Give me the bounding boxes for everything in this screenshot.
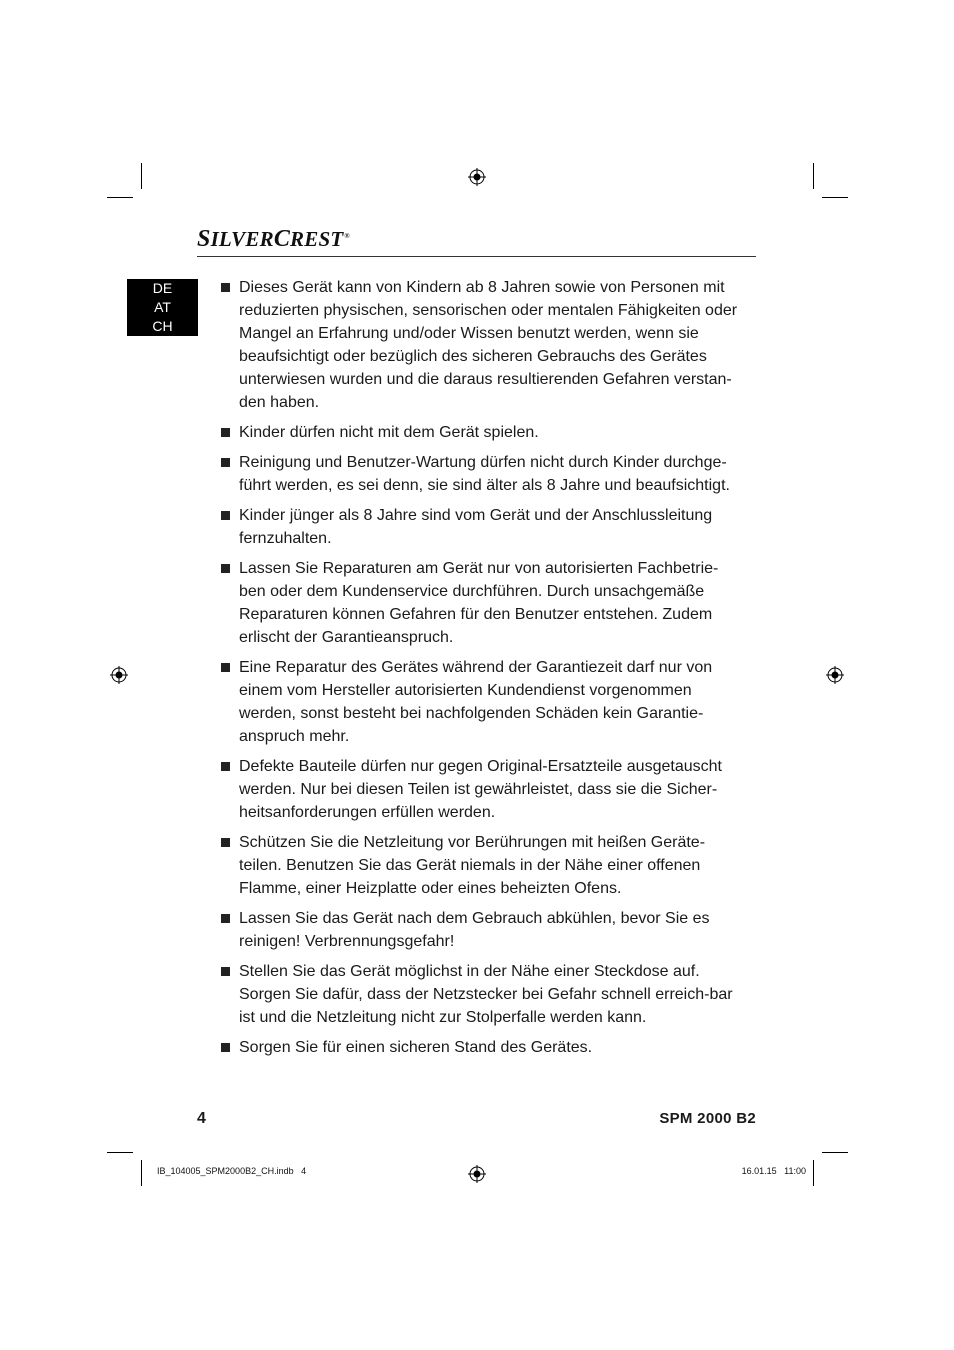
list-item xyxy=(219,1036,739,1059)
crop-mark xyxy=(822,1152,848,1153)
list-item-text: Stellen Sie das Gerät möglichst in der Nähe einer Steckdose auf. Sorgen Sie dafür, dass der Netzstecker bei Gefahr schnell erreich-bar ist und die Netzleitung nicht zur Stolperfalle werden kann. xyxy=(239,963,733,1026)
square-bullet-icon xyxy=(221,283,230,292)
crop-mark xyxy=(107,197,133,198)
square-bullet-icon xyxy=(221,428,230,437)
square-bullet-icon xyxy=(221,914,230,923)
page-number: 4 xyxy=(197,1110,206,1127)
list-item xyxy=(219,656,739,748)
logo-letters: REST xyxy=(290,227,344,251)
list-item-text: Sorgen Sie für einen sicheren Stand des Gerätes. xyxy=(239,1039,593,1056)
square-bullet-icon xyxy=(221,663,230,672)
language-tab xyxy=(127,279,198,336)
registration-mark-icon xyxy=(110,666,128,684)
print-slug-datetime: 16.01.15 11:00 xyxy=(741,1166,806,1176)
model-number: SPM 2000 B2 xyxy=(659,1110,756,1127)
list-item-text: Eine Reparatur des Gerätes während der Garantiezeit darf nur von einem vom Hersteller autorisierten Kundendienst vorgenommen werden, sonst besteht bei nachfolgenden Schäden kein Garantie-anspruch mehr. xyxy=(239,659,713,745)
list-item xyxy=(219,451,739,497)
crop-mark xyxy=(813,163,814,189)
square-bullet-icon xyxy=(221,838,230,847)
language-code: CH xyxy=(152,318,173,334)
registered-mark: ® xyxy=(344,232,350,240)
list-item xyxy=(219,276,739,414)
registration-mark-icon xyxy=(826,666,844,684)
crop-mark xyxy=(822,197,848,198)
logo-letters: ILVER xyxy=(210,227,274,251)
list-item xyxy=(219,557,739,649)
logo-letter: C xyxy=(273,226,291,252)
square-bullet-icon xyxy=(221,967,230,976)
square-bullet-icon xyxy=(221,458,230,467)
crop-mark xyxy=(107,1152,133,1153)
list-item xyxy=(219,755,739,824)
square-bullet-icon xyxy=(221,1043,230,1052)
logo-letter: S xyxy=(197,226,211,252)
square-bullet-icon xyxy=(221,564,230,573)
registration-mark-icon xyxy=(468,168,486,186)
print-slug-file: IB_104005_SPM2000B2_CH.indb 4 xyxy=(157,1166,307,1176)
brand-logo xyxy=(197,226,350,253)
header-rule xyxy=(197,256,756,257)
list-item xyxy=(219,504,739,550)
registration-mark-icon xyxy=(468,1165,486,1183)
list-item-text: Reinigung und Benutzer-Wartung dürfen nicht durch Kinder durchge-führt werden, es sei denn, sie sind älter als 8 Jahre und beaufsichtigt. xyxy=(239,454,730,494)
list-item-text: Defekte Bauteile dürfen nur gegen Original-Ersatzteile ausgetauscht werden. Nur bei diesen Teilen ist gewährleistet, dass sie die Sicher-heitsanforderungen erfüllen werden. xyxy=(239,758,722,821)
square-bullet-icon xyxy=(221,511,230,520)
list-item-text: Kinder jünger als 8 Jahre sind vom Gerät und der Anschlussleitung fernzuhalten. xyxy=(239,507,713,547)
language-code: AT xyxy=(154,299,171,315)
list-item-text: Kinder dürfen nicht mit dem Gerät spielen. xyxy=(239,424,539,441)
list-item xyxy=(219,960,739,1029)
list-item-text: Lassen Sie Reparaturen am Gerät nur von autorisierten Fachbetrie-ben oder dem Kundenservice durchführen. Durch unsachgemäße Reparaturen können Gefahren für den Benutzer entstehen. Zudem erlischt der Garantieanspruch. xyxy=(239,560,719,646)
list-item xyxy=(219,421,739,444)
crop-mark xyxy=(813,1160,814,1186)
list-item xyxy=(219,831,739,900)
list-item-text: Lassen Sie das Gerät nach dem Gebrauch abkühlen, bevor Sie es reinigen! Verbrennungsgefahr! xyxy=(239,910,710,950)
square-bullet-icon xyxy=(221,762,230,771)
list-item xyxy=(219,907,739,953)
language-code: DE xyxy=(152,280,173,296)
crop-mark xyxy=(141,163,142,189)
list-item-text: Schützen Sie die Netzleitung vor Berührungen mit heißen Geräte-teilen. Benutzen Sie das Gerät niemals in der Nähe einer offenen Flamme, einer Heizplatte oder eines beheizten Ofens. xyxy=(239,834,706,897)
crop-mark xyxy=(141,1160,142,1186)
safety-instructions-list xyxy=(219,276,739,1066)
list-item-text: Dieses Gerät kann von Kindern ab 8 Jahren sowie von Personen mit reduzierten physischen, sensorischen oder mentalen Fähigkeiten oder Mangel an Erfahrung und/oder Wissen benutzt werden, wenn sie beaufsichtigt oder bezüglich des sicheren Gebrauchs des Gerätes unterwiesen wurden und die daraus resultierenden Gefahren verstan-den haben. xyxy=(239,279,738,411)
